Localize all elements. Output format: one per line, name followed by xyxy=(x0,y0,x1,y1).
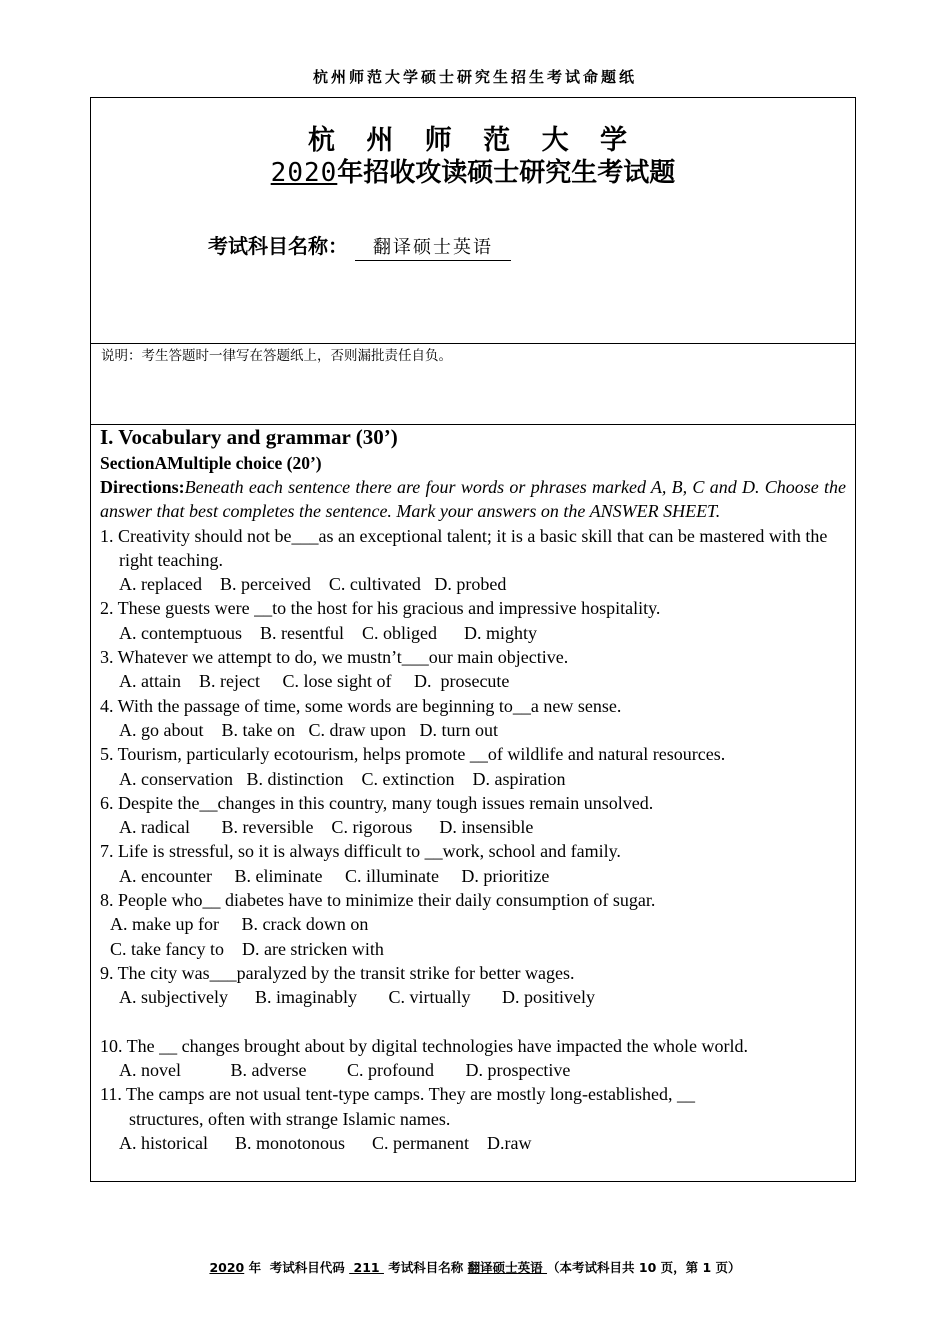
footer-name-label: 考试科目名称 xyxy=(383,1260,468,1275)
question-1-options: A. replaced B. perceived C. cultivated D. probed xyxy=(119,574,507,595)
question-5-stem: 5. Tourism, particularly ecotourism, helps promote __of wildlife and natural resources. xyxy=(100,744,726,765)
question-11-stem: 11. The camps are not usual tent-type camps. They are mostly long-established, __ xyxy=(100,1084,696,1105)
question-9-options: A. subjectively B. imaginably C. virtually D. positively xyxy=(119,987,595,1008)
question-10-stem: 10. The __ changes brought about by digital technologies have impacted the whole world. xyxy=(100,1035,749,1056)
blank-line xyxy=(100,1010,846,1034)
exam-paper-frame xyxy=(90,97,856,1182)
exam-year: 2020 xyxy=(270,158,338,188)
question-11-options: A. historical B. monotonous C. permanent D.raw xyxy=(119,1133,532,1154)
subject-label: 考试科目名称： xyxy=(208,234,348,258)
directions xyxy=(100,475,846,524)
question-7-stem: 7. Life is stressful, so it is always difficult to __work, school and family. xyxy=(100,841,621,862)
question-4-stem: 4. With the passage of time, some words are beginning to__a new sense. xyxy=(100,695,622,716)
question-10-options: A. novel B. adverse C. profound D. prospective xyxy=(119,1060,571,1081)
question-6-stem: 6. Despite the__changes in this country, many tough issues remain unsolved. xyxy=(100,792,654,813)
question-3-options: A. attain B. reject C. lose sight of D. prosecute xyxy=(119,671,510,692)
university-name: 杭 州 师 范 大 学 xyxy=(308,125,638,156)
question-8-options-line2: C. take fancy to D. are stricken with xyxy=(110,938,384,959)
section-title: I. Vocabulary and grammar (30’) xyxy=(100,425,398,449)
instructions-section xyxy=(91,343,855,425)
questions-section xyxy=(91,424,855,1181)
page-footer xyxy=(0,1258,950,1276)
exam-title-text: 年招收攻读硕士研究生考试题 xyxy=(337,158,676,188)
subject-row xyxy=(208,230,511,261)
question-2-stem: 2. These guests were __to the host for his gracious and impressive hospitality. xyxy=(100,598,661,619)
footer-subject-code: 211 xyxy=(349,1260,384,1275)
question-8-options: A. make up for B. crack down on xyxy=(110,914,369,935)
subject-name: 翻译硕士英语 xyxy=(355,236,511,261)
exam-title xyxy=(91,152,855,189)
page-header: 杭州师范大学硕士研究生招生考试命题纸 xyxy=(312,68,637,86)
question-11-stem-line2: structures, often with strange Islamic names. xyxy=(129,1108,451,1129)
question-8-stem: 8. People who__ diabetes have to minimize their daily consumption of sugar. xyxy=(100,890,656,911)
question-1-stem: 1. Creativity should not be___as an exceptional talent; it is a basic skill that can be mastered with the right teaching. xyxy=(100,525,828,570)
question-7-options: A. encounter B. eliminate C. illuminate D. prioritize xyxy=(119,865,550,886)
footer-subject-name: 翻译硕士英语 xyxy=(467,1260,548,1275)
directions-label: Directions: xyxy=(100,477,185,497)
question-9-stem: 9. The city was___paralyzed by the transit strike for better wages. xyxy=(100,962,575,983)
question-4-options: A. go about B. take on C. draw upon D. turn out xyxy=(119,719,498,740)
instructions-note: 说明：考生答题时一律写在答题纸上，否则漏批责任自负。 xyxy=(101,348,452,364)
question-2-options: A. contemptuous B. resentful C. obliged D. mighty xyxy=(119,622,537,643)
directions-text: Beneath each sentence there are four words or phrases marked A, B, C and D. Choose the answer that best completes the sentence. Mark your answers on the ANSWER SHEET. xyxy=(100,477,846,522)
title-section xyxy=(91,98,855,344)
question-3-stem: 3. Whatever we attempt to do, we mustn’t___our main objective. xyxy=(100,647,569,668)
section-subtitle: SectionAMultiple choice (20’) xyxy=(100,453,322,473)
footer-page-info: （本考试科目共 10 页，第 1 页） xyxy=(547,1260,741,1275)
footer-year-suffix: 年 考试科目代码 xyxy=(244,1260,350,1275)
footer-year: 2020 xyxy=(209,1260,245,1275)
question-5-options: A. conservation B. distinction C. extinction D. aspiration xyxy=(119,768,566,789)
question-6-options: A. radical B. reversible C. rigorous D. insensible xyxy=(119,817,534,838)
